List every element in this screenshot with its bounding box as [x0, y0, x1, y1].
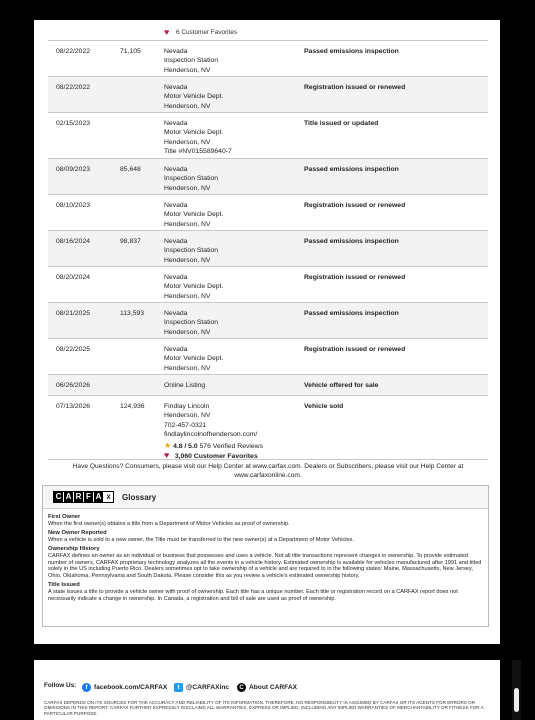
disclaimer: CARFAX DEPENDS ON ITS SOURCES FOR THE ACCURACY AND RELIABILITY OF ITS INFORMATION. THEREFORE, NO RESPONSIBILITY IS ASSUMED BY CARFAX OR ITS AGENTS FOR ERRORS OR OMISSIONS IN THIS REPORT. CARFAX FURTHER EXPRESSLY DISCLAIMS ALL WARRANTIES, EXPRESS OR IMPLIED, INCLUDING ANY IMPLIED WARRANTIES OF MERCHANTABILITY OR FITNESS FOR A PARTICULAR PURPOSE. — [44, 700, 484, 716]
rating-value: 4.8 / 5.0 — [173, 442, 198, 450]
source-line: Inspection Station — [164, 247, 219, 255]
source-line[interactable]: findlaylincolnofhenderson.com/ — [164, 431, 258, 439]
row-comment: Registration issued or renewed — [304, 202, 406, 209]
row-source — [164, 201, 294, 229]
dealer-rating — [164, 442, 294, 451]
glossary-definition: A state issues a title to provide a vehicle owner with proof of ownership. Each title has a unique number. Each title or registration record on a CARFAX report does not necessarily indicate a change in ownership. In Canada, a registration and bill of sale are used as proof of ownership. — [48, 588, 458, 602]
row-comment: Vehicle sold — [304, 403, 344, 410]
source-line: Inspection Station — [164, 175, 219, 183]
twitter-link[interactable] — [174, 683, 229, 692]
glossary-term: Ownership History — [48, 546, 100, 553]
source-line: Henderson, NV — [164, 328, 211, 336]
row-source — [164, 345, 294, 373]
heart-icon: ♥ — [164, 450, 170, 461]
source-line: Motor Vehicle Dept. — [164, 355, 224, 363]
source-line: Title #NV015589640-7 — [164, 148, 232, 156]
logo-letter: X — [104, 492, 113, 502]
customer-favorites-text: 6 Customer Favorites — [176, 28, 238, 36]
row-source — [164, 165, 294, 193]
row-source — [164, 119, 294, 157]
source-line: Nevada — [164, 238, 188, 245]
source-line: Henderson, NV — [164, 412, 211, 420]
star-icon: ★ — [164, 440, 172, 450]
row-comment: Passed emissions inspection — [304, 166, 399, 173]
history-row — [48, 112, 488, 158]
facebook-link-text: facebook.com/CARFAX — [94, 684, 168, 691]
row-date: 08/09/2023 — [56, 166, 91, 173]
source-line: Inspection Station — [164, 319, 219, 327]
source-line: Nevada — [164, 310, 188, 317]
source-line: Nevada — [164, 48, 188, 55]
history-row — [48, 395, 488, 461]
about-carfax-link[interactable] — [237, 683, 297, 692]
row-comment: Title issued or updated — [304, 120, 379, 127]
source-line: Henderson, NV — [164, 102, 211, 110]
review-count: 576 Verified Reviews — [199, 442, 263, 450]
about-carfax-text: About CARFAX — [249, 684, 297, 691]
source-line: Henderson, NV — [164, 220, 211, 228]
twitter-link-text: @CARFAXinc — [186, 684, 230, 691]
source-line: Nevada — [164, 84, 188, 91]
row-date: 08/10/2023 — [56, 202, 91, 209]
row-odometer: 113,593 — [120, 310, 145, 317]
glossary-definition: When the first owner(s) obtains a title from a Department of Motor Vehicles as proof of ownership. — [48, 520, 290, 527]
history-row — [48, 374, 488, 395]
source-line: Henderson, NV — [164, 66, 211, 74]
logo-letter: F — [84, 492, 94, 502]
source-line: Nevada — [164, 166, 188, 173]
glossary-definition: When a vehicle is sold to a new owner, the Title must be transferred to the new owner(s) at a Department of Motor Vehicles. — [48, 536, 354, 543]
source-line: Motor Vehicle Dept. — [164, 93, 224, 101]
row-comment: Passed emissions inspection — [304, 48, 399, 55]
logo-letter: A — [94, 492, 104, 502]
scrollbar[interactable] — [512, 660, 521, 720]
row-source — [164, 381, 294, 390]
row-date: 02/15/2023 — [56, 120, 91, 127]
glossary-box — [42, 485, 489, 627]
help-center-text: Have Questions? Consumers, please visit our Help Center at www.carfax.com. Dealers or Subscribers, please visit our Help Center at www.carfaxonline.com. — [48, 459, 488, 480]
carfax-logo — [53, 491, 114, 503]
row-date: 07/13/2026 — [56, 403, 91, 410]
heart-icon: ♥ — [164, 27, 170, 37]
glossary-title: Glossary — [122, 492, 157, 502]
row-date: 08/22/2022 — [56, 48, 91, 55]
history-row — [48, 194, 488, 230]
source-line: Henderson, NV — [164, 256, 211, 264]
scrollbar-thumb[interactable] — [514, 688, 519, 712]
source-line: Online Listing — [164, 382, 206, 389]
report-page — [34, 20, 500, 644]
footer — [34, 660, 500, 720]
twitter-icon: t — [174, 683, 183, 692]
source-line: Henderson, NV — [164, 292, 211, 300]
row-odometer: 98,837 — [120, 238, 141, 245]
row-comment: Passed emissions inspection — [304, 310, 399, 317]
follow-us-label: Follow Us: — [44, 682, 77, 689]
facebook-icon: f — [82, 683, 91, 692]
source-line: Nevada — [164, 202, 188, 209]
row-source — [164, 237, 294, 265]
row-date: 08/21/2025 — [56, 310, 91, 317]
history-table — [48, 40, 488, 461]
source-line: Henderson, NV — [164, 138, 211, 146]
row-date: 08/16/2024 — [56, 238, 91, 245]
history-row — [48, 302, 488, 338]
history-row — [48, 338, 488, 374]
row-source — [164, 47, 294, 75]
glossary-header — [43, 486, 488, 509]
row-odometer: 85,648 — [120, 166, 141, 173]
logo-letter: C — [54, 492, 64, 502]
row-comment: Passed emissions inspection — [304, 238, 399, 245]
carfax-c-icon: C — [237, 683, 246, 692]
row-comment: Vehicle offered for sale — [304, 382, 379, 389]
row-date: 08/22/2025 — [56, 346, 91, 353]
source-line: Motor Vehicle Dept. — [164, 211, 224, 219]
source-line: Inspection Station — [164, 57, 219, 65]
history-row — [48, 230, 488, 266]
source-line: 702-457-0321 — [164, 421, 207, 429]
row-date: 06/26/2026 — [56, 382, 91, 389]
glossary-term: Title Issued — [48, 582, 80, 589]
history-row — [48, 76, 488, 112]
row-odometer: 71,105 — [120, 48, 141, 55]
facebook-link[interactable] — [82, 683, 167, 692]
row-comment: Registration issued or renewed — [304, 274, 406, 281]
row-odometer: 124,936 — [120, 403, 145, 410]
row-source — [164, 402, 294, 461]
source-line: Nevada — [164, 346, 188, 353]
row-date: 08/22/2022 — [56, 84, 91, 91]
logo-letter: R — [74, 492, 84, 502]
glossary-body — [43, 509, 488, 602]
row-source — [164, 273, 294, 301]
source-line: Nevada — [164, 120, 188, 127]
row-comment: Registration issued or renewed — [304, 346, 406, 353]
history-row — [48, 266, 488, 302]
history-row — [48, 158, 488, 194]
source-line: Findlay Lincoln — [164, 403, 210, 410]
source-line: Motor Vehicle Dept. — [164, 283, 224, 291]
glossary-term: New Owner Reported — [48, 530, 107, 537]
row-comment: Registration issued or renewed — [304, 84, 406, 91]
source-line: Nevada — [164, 274, 188, 281]
row-date: 08/20/2024 — [56, 274, 91, 281]
source-line: Motor Vehicle Dept. — [164, 129, 224, 137]
logo-letter: A — [64, 492, 74, 502]
row-source — [164, 309, 294, 337]
row-source — [164, 83, 294, 111]
customer-favorites-top — [164, 28, 237, 36]
glossary-definition: CARFAX defines an owner as an individual or business that possesses and uses a vehicle. Not all title transactions represent changes in ownership. To provide estimated number of owners, CARFAX proprietary technology analyzes all the events in a vehicle history. Estimated ownership is available for vehicles manufactured after 1991 and titled solely in the US including Puerto Rico. Dealers sometimes opt to take ownership of a vehicle and are required to in the following states: Maine, Massachusetts, New Jersey, Ohio, Oklahoma, Pennsylvania and South Dakota. Please consider this as you review a vehicle's estimated ownership history. — [48, 552, 482, 579]
favorites-count: 3,060 Customer Favorites — [174, 453, 258, 461]
source-line: Henderson, NV — [164, 184, 211, 192]
history-row — [48, 40, 488, 76]
glossary-term: First Owner — [48, 514, 81, 520]
source-line: Henderson, NV — [164, 364, 211, 372]
